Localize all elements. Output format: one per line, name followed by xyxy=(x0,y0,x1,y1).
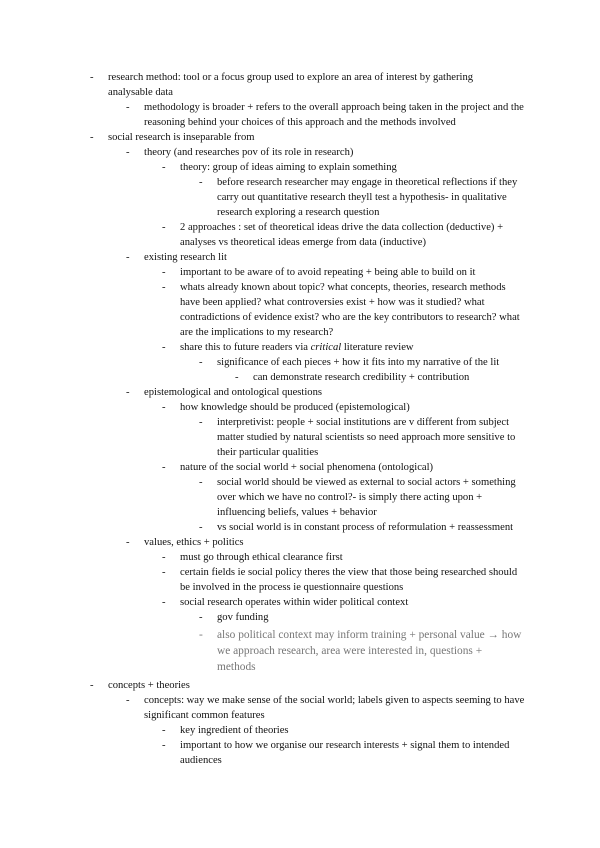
bullet-dash: - xyxy=(162,222,166,233)
note-text: concepts + theories xyxy=(108,680,190,691)
note-text: concepts: way we make sense of the social world; labels given to aspects seeming to have significant common features xyxy=(144,695,525,721)
note-item-level-3 xyxy=(0,175,600,220)
note-text: can demonstrate research credibility + contribution xyxy=(253,372,470,383)
bullet-dash: - xyxy=(199,629,203,641)
bullet-dash: - xyxy=(90,132,94,143)
note-item-level-3 xyxy=(0,415,600,460)
bullet-dash: - xyxy=(162,567,166,578)
bullet-dash: - xyxy=(199,612,203,623)
bullet-dash: - xyxy=(162,282,166,293)
note-text: values, ethics + politics xyxy=(144,537,244,548)
note-text-part: literature review xyxy=(341,342,414,353)
note-text: important to how we organise our research interests + signal them to intended audiences xyxy=(180,740,510,766)
note-text: epistemological and ontological questions xyxy=(144,387,322,398)
bullet-dash: - xyxy=(162,597,166,608)
note-text: theory: group of ideas aiming to explain something xyxy=(180,162,397,173)
bullet-dash: - xyxy=(162,552,166,563)
note-item-level-2 xyxy=(0,565,600,595)
note-item-level-3 xyxy=(0,355,600,370)
bullet-dash: - xyxy=(126,695,130,706)
note-text: interpretivist: people + social institutions are v different from subject matter studied by natural scientists so need approach more sensitive to their particular qualities xyxy=(217,417,516,458)
note-text: social research is inseparable from xyxy=(108,132,255,143)
note-text: 2 approaches : set of theoretical ideas drive the data collection (deductive) + analyses vs theoretical ideas emerge from data (inductive) xyxy=(180,222,504,248)
note-text: before research researcher may engage in theoretical reflections if they carry out quantitative research theyll test a hypothesis- in qualitative research exploring a research question xyxy=(217,177,518,218)
note-text: must go through ethical clearance first xyxy=(180,552,343,563)
note-text: whats already known about topic? what concepts, theories, research methods have been applied? what controversies exist + how was it studied? what contradictions of evidence exist? who are the key contributors to research? what are the implications to my research? xyxy=(180,282,520,338)
note-text: vs social world is in constant process of reformulation + reassessment xyxy=(217,522,514,533)
bullet-dash: - xyxy=(162,740,166,751)
note-item-level-2 xyxy=(0,340,600,355)
bullet-dash: - xyxy=(162,342,166,353)
bullet-dash: - xyxy=(162,162,166,173)
bullet-dash: - xyxy=(235,372,239,383)
bullet-dash: - xyxy=(126,537,130,548)
note-item-level-2 xyxy=(0,160,600,175)
bullet-dash: - xyxy=(90,72,94,83)
note-text: significance of each pieces + how it fits into my narrative of the lit xyxy=(217,357,500,368)
note-text: how knowledge should be produced (epistemological) xyxy=(180,402,410,413)
note-text: key ingredient of theories xyxy=(180,725,289,736)
note-item-level-3 xyxy=(0,520,600,535)
bullet-dash: - xyxy=(199,477,203,488)
bullet-dash: - xyxy=(199,357,203,368)
note-item-level-1 xyxy=(0,145,600,160)
note-text: certain fields ie social policy theres the view that those being researched should be involved in the process ie questionnaire questions xyxy=(180,567,518,593)
note-item-level-4 xyxy=(0,370,600,385)
bullet-dash: - xyxy=(126,387,130,398)
note-text xyxy=(180,340,525,355)
note-text: gov funding xyxy=(217,612,269,623)
note-text: social research operates within wider political context xyxy=(180,597,409,608)
note-item-level-3 xyxy=(0,627,600,675)
bullet-dash: - xyxy=(199,522,203,533)
notes-document xyxy=(0,70,600,768)
bullet-dash: - xyxy=(162,725,166,736)
note-item-level-2 xyxy=(0,460,600,475)
bullet-dash: - xyxy=(199,177,203,188)
note-text: theory (and researches pov of its role in research) xyxy=(144,147,354,158)
bullet-dash: - xyxy=(162,267,166,278)
note-item-level-1 xyxy=(0,250,600,265)
note-item-level-1 xyxy=(0,385,600,400)
bullet-dash: - xyxy=(126,102,130,113)
note-text: nature of the social world + social phenomena (ontological) xyxy=(180,462,434,473)
note-item-level-3 xyxy=(0,475,600,520)
bullet-dash: - xyxy=(199,417,203,428)
note-item-level-2 xyxy=(0,550,600,565)
bullet-dash: - xyxy=(126,252,130,263)
note-text: existing research lit xyxy=(144,252,227,263)
note-item-level-2 xyxy=(0,595,600,610)
note-item-level-3 xyxy=(0,610,600,625)
bullet-dash: - xyxy=(126,147,130,158)
note-item-level-1 xyxy=(0,693,600,723)
note-item-level-1 xyxy=(0,100,600,130)
emphasized-word: critical xyxy=(310,342,342,353)
note-text: social world should be viewed as external to social actors + something over which we have no control?- is simply there acting upon + influencing beliefs, values + behavior xyxy=(217,477,516,518)
bullet-dash: - xyxy=(90,680,94,691)
note-item-level-2 xyxy=(0,723,600,738)
note-text: important to be aware of to avoid repeating + being able to build on it xyxy=(180,267,476,278)
note-item-level-2 xyxy=(0,280,600,340)
note-item-level-0 xyxy=(0,70,600,100)
note-item-level-0 xyxy=(0,130,600,145)
note-item-level-2 xyxy=(0,265,600,280)
note-text: also political context may inform training + personal value → how we approach research, area were interested in, questions + methods xyxy=(217,629,522,673)
note-item-level-0 xyxy=(0,678,600,693)
note-item-level-2 xyxy=(0,400,600,415)
bullet-dash: - xyxy=(162,462,166,473)
note-item-level-1 xyxy=(0,535,600,550)
note-text: research method: tool or a focus group used to explore an area of interest by gathering analysable data xyxy=(108,72,474,98)
note-item-level-2 xyxy=(0,220,600,250)
note-text: methodology is broader + refers to the overall approach being taken in the project and the reasoning behind your choices of this approach and the methods involved xyxy=(144,102,524,128)
note-text-part: share this to future readers via xyxy=(180,342,311,353)
note-item-level-2 xyxy=(0,738,600,768)
bullet-dash: - xyxy=(162,402,166,413)
